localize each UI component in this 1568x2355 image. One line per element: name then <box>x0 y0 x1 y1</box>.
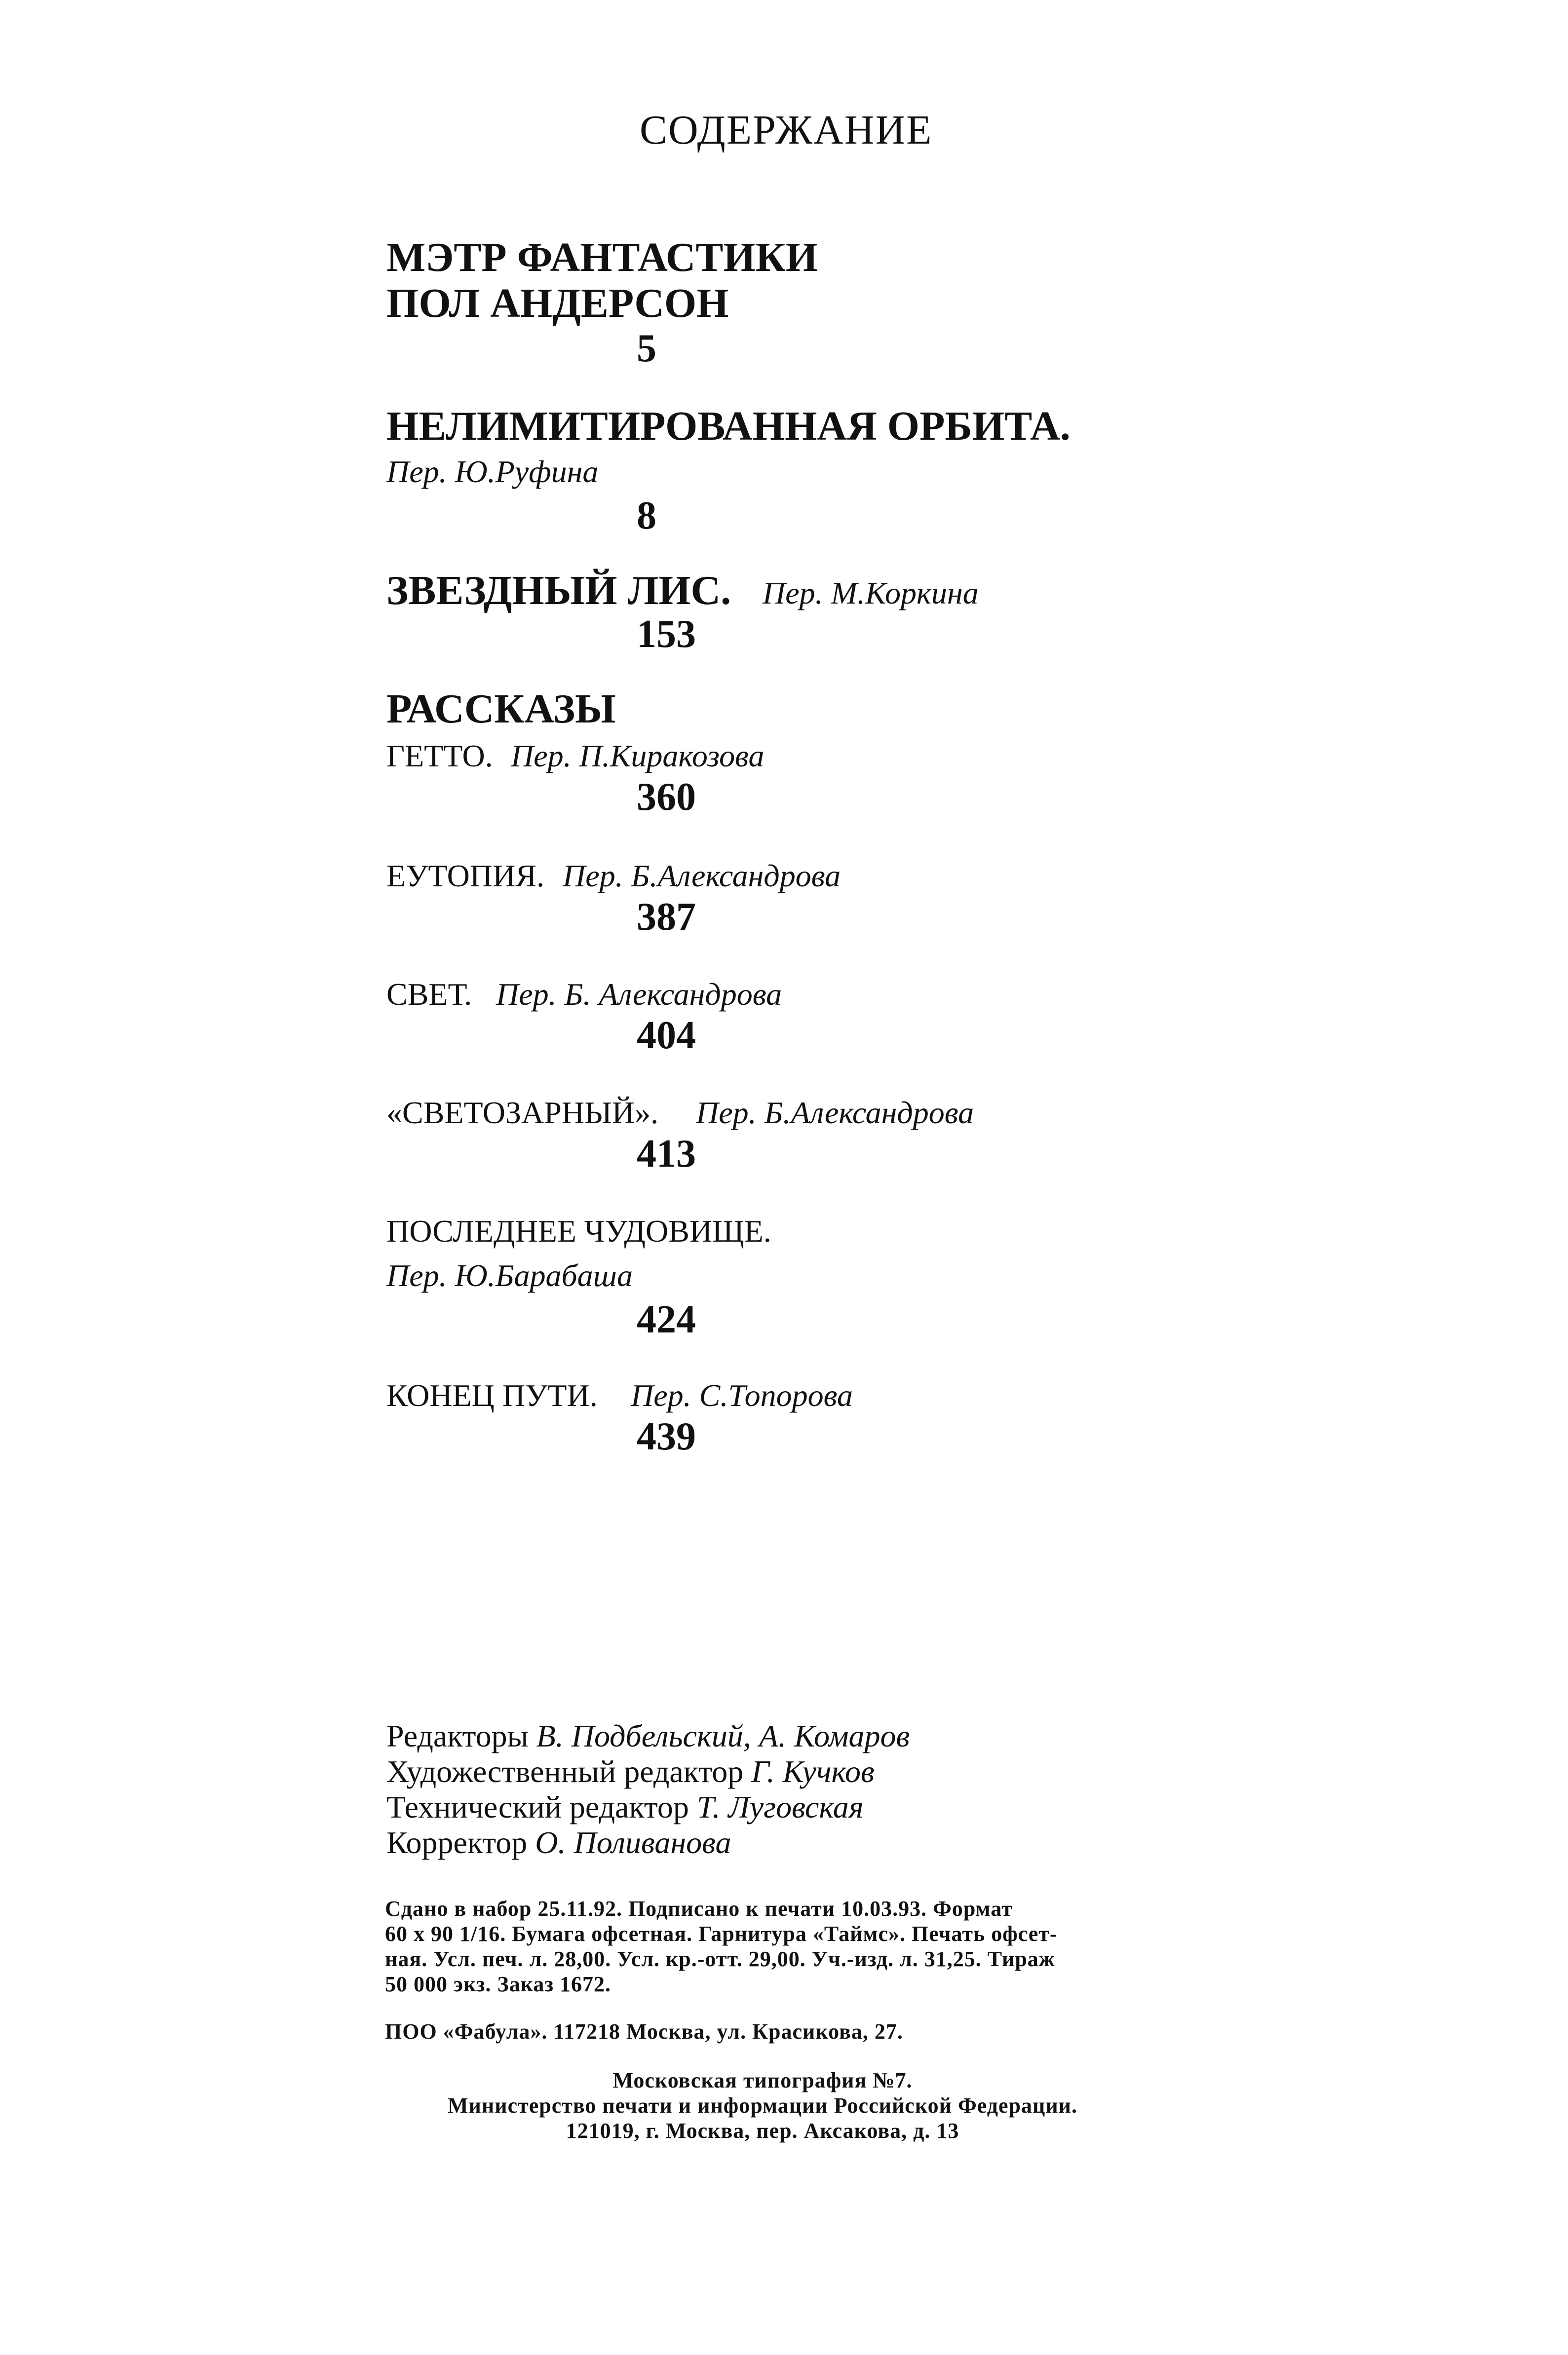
page-heading: СОДЕРЖАНИЕ <box>640 107 933 153</box>
toc-stories-header: РАССКАЗЫ <box>386 686 616 732</box>
toc-road-end-title: КОНЕЦ ПУТИ. <box>386 1378 598 1413</box>
toc-orbit-page: 8 <box>637 494 656 537</box>
credits-proofreader <box>386 1827 731 1859</box>
credits-editors <box>386 1720 910 1752</box>
toc-ghetto-translator: Пер. П.Киракозова <box>511 738 765 773</box>
toc-ghetto-page: 360 <box>637 775 696 819</box>
imprint-printer-3: 121019, г. Москва, пер. Аксакова, д. 13 <box>566 2119 959 2143</box>
imprint-printer-1: Московская типография №7. <box>612 2068 913 2092</box>
imprint-line-1: Сдано в набор 25.11.92. Подписано к печати 10.03.93. Формат <box>385 1897 1013 1921</box>
imprint-printer-2: Министерство печати и информации Российской Федерации. <box>447 2093 1078 2118</box>
toc-light-page: 404 <box>637 1014 696 1057</box>
toc-orbit-title: НЕЛИМИТИРОВАННАЯ ОРБИТА. <box>386 403 1071 449</box>
credits-art-editor <box>386 1756 875 1787</box>
toc-radiant-title: «СВЕТОЗАРНЫЙ». <box>386 1095 659 1130</box>
editors-label: Редакторы <box>386 1718 529 1753</box>
toc-intro-title-1: МЭТР ФАНТАСТИКИ <box>386 234 818 280</box>
toc-eutopia-translator: Пер. Б.Александрова <box>563 858 841 893</box>
toc-road-end-page: 439 <box>637 1415 696 1458</box>
toc-eutopia-title: ЕУТОПИЯ. <box>386 858 544 893</box>
credits-tech-editor <box>386 1791 864 1823</box>
art-editor-name: Г. Кучков <box>751 1754 875 1789</box>
proofreader-name: О. Поливанова <box>535 1825 731 1860</box>
toc-fox-title: ЗВЕЗДНЫЙ ЛИС. <box>386 568 731 613</box>
toc-fox-translator: Пер. М.Коркина <box>763 575 979 610</box>
imprint-publisher: ПОО «Фабула». 117218 Москва, ул. Красикова, 27. <box>385 2019 903 2044</box>
toc-monster-translator: Пер. Ю.Барабаша <box>386 1258 633 1293</box>
tech-editor-label: Технический редактор <box>386 1789 689 1824</box>
toc-light-translator: Пер. Б. Александрова <box>496 977 782 1012</box>
toc-monster-page: 424 <box>637 1298 696 1341</box>
proofreader-label: Корректор <box>386 1825 528 1860</box>
toc-orbit-translator: Пер. Ю.Руфина <box>386 454 599 489</box>
toc-intro-page: 5 <box>637 327 656 370</box>
imprint-line-2: 60 x 90 1/16. Бумага офсетная. Гарнитура «Таймс». Печать офсет- <box>385 1922 1058 1946</box>
toc-ghetto-title: ГЕТТО. <box>386 738 493 773</box>
art-editor-label: Художественный редактор <box>386 1754 744 1789</box>
toc-monster-title: ПОСЛЕДНЕЕ ЧУДОВИЩЕ. <box>386 1214 771 1249</box>
toc-light-title: СВЕТ. <box>386 977 472 1012</box>
toc-radiant-translator: Пер. Б.Александрова <box>696 1095 974 1130</box>
toc-intro-title-2: ПОЛ АНДЕРСОН <box>386 280 729 326</box>
toc-radiant-page: 413 <box>637 1132 696 1176</box>
imprint-line-3: ная. Усл. печ. л. 28,00. Усл. кр.-отт. 29,00. Уч.-изд. л. 31,25. Тираж <box>385 1947 1055 1971</box>
toc-road-end-translator: Пер. С.Топорова <box>631 1378 853 1413</box>
toc-fox-page: 153 <box>637 612 696 656</box>
tech-editor-name: Т. Луговская <box>696 1789 864 1824</box>
imprint-line-4: 50 000 экз. Заказ 1672. <box>385 1972 612 1996</box>
editors-names: В. Подбельский, А. Комаров <box>536 1718 910 1753</box>
toc-eutopia-page: 387 <box>637 895 696 939</box>
